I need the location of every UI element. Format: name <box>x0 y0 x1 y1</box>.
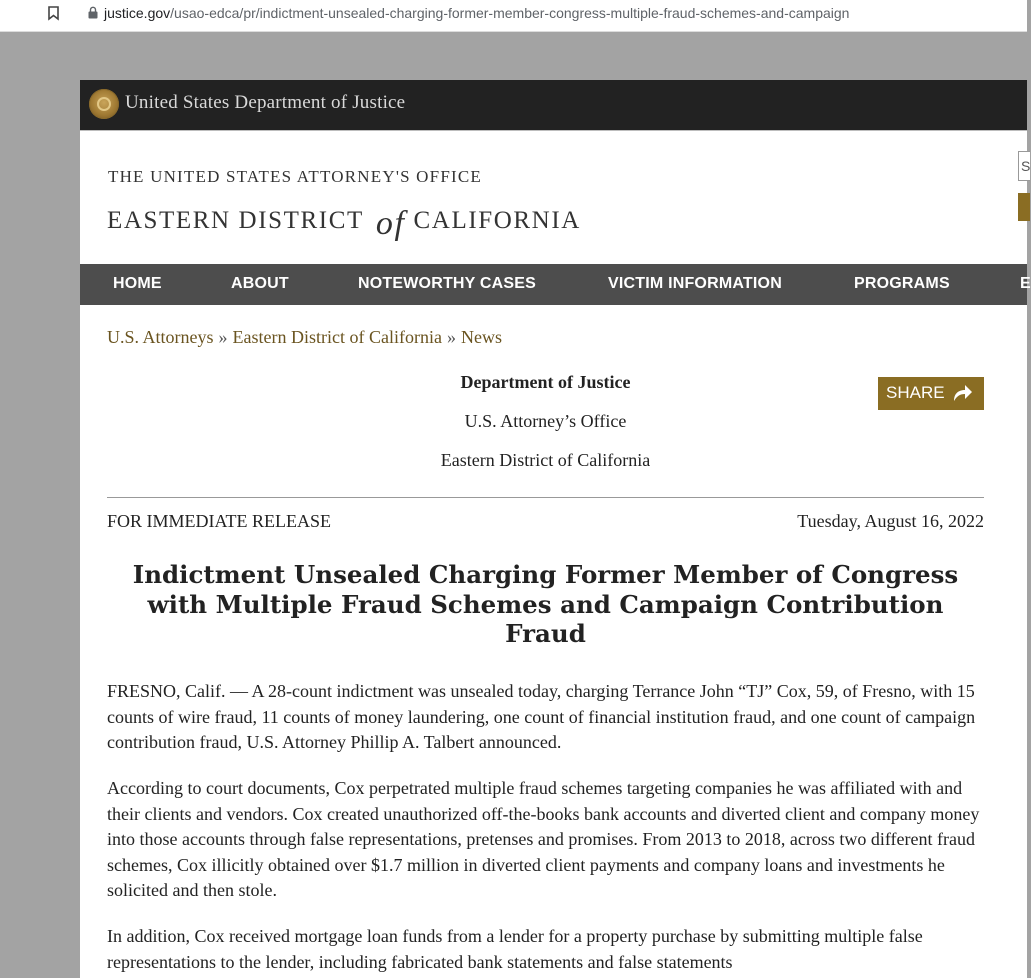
department-office: U.S. Attorney’s Office <box>464 411 627 431</box>
release-date: Tuesday, August 16, 2022 <box>797 511 984 531</box>
office-of-script: of <box>375 205 406 242</box>
breadcrumb-separator: » <box>218 327 228 347</box>
breadcrumb-eastern-district[interactable]: Eastern District of California <box>232 327 442 347</box>
doj-title-link[interactable]: United States Department of Justice <box>125 92 406 113</box>
nav-item-noteworthy-cases[interactable]: NOTEWORTHY CASES <box>358 275 537 292</box>
search-button[interactable] <box>1018 193 1030 221</box>
department-block <box>80 372 1011 489</box>
nav-item-programs[interactable]: PROGRAMS <box>854 275 950 292</box>
nav-item-home[interactable]: HOME <box>113 275 162 292</box>
url-domain: justice.gov <box>104 5 171 21</box>
main-nav <box>80 264 1031 305</box>
article-paragraph-1: FRESNO, Calif. — A 28-count indictment was unsealed today, charging Terrance John “TJ” Cox, 59, of Fresno, with 15 counts of wire fraud, 11 counts of money laundering, one count of financial institution fraud, and one count of campaign contribution fraud, U.S. Attorney Phillip A. Talbert announced. <box>107 681 976 752</box>
breadcrumb <box>107 327 502 348</box>
search-input[interactable]: S <box>1018 151 1030 181</box>
department-district: Eastern District of California <box>440 450 651 470</box>
breadcrumb-us-attorneys[interactable]: U.S. Attorneys <box>107 327 214 347</box>
divider <box>107 497 984 498</box>
office-district-right: CALIFORNIA <box>413 207 581 234</box>
url-path: /usao-edca/pr/indictment-unsealed-charging-former-member-congress-multiple-fraud-schemes-and-campaign <box>170 5 850 21</box>
share-button[interactable] <box>878 377 984 410</box>
bookmark-icon[interactable] <box>48 6 59 20</box>
article-paragraph-3: In addition, Cox received mortgage loan funds from a lender for a property purchase by submitting multiple false representations to the lender, including fabricated bank statements and false statements <box>107 926 923 972</box>
page-content <box>80 131 1031 978</box>
doj-seal-icon[interactable] <box>89 89 119 119</box>
breadcrumb-news[interactable]: News <box>460 327 502 347</box>
doj-header-bar <box>80 80 1027 131</box>
share-label: SHARE <box>886 383 945 402</box>
release-label: FOR IMMEDIATE RELEASE <box>107 511 331 531</box>
nav-item-victim-information[interactable]: VICTIM INFORMATION <box>608 275 782 292</box>
office-title-line2[interactable] <box>107 199 581 242</box>
article-paragraph-2: According to court documents, Cox perpetrated multiple fraud schemes targeting companies he was affiliated with and their clients and vendors. Cox created unauthorized off-the-books bank accounts and diverted client and company money into those accounts through false representations, pretenses and promises. From 2013 to 2018, across two different fraud schemes, Cox illicitly obtained over $1.7 million in diverted client payments and company loans and investments he solicited and then stole. <box>107 778 980 900</box>
share-arrow-icon <box>950 381 974 405</box>
lock-icon <box>88 6 98 19</box>
breadcrumb-separator: » <box>446 327 456 347</box>
nav-item-truncated[interactable]: E <box>1020 275 1031 292</box>
browser-url-bar[interactable] <box>0 0 1027 32</box>
nav-item-about[interactable]: ABOUT <box>231 275 289 292</box>
article-headline: Indictment Unsealed Charging Former Member of Congress with Multiple Fraud Schemes and Campaign Contribution Fraud <box>132 560 959 648</box>
office-district-left: EASTERN DISTRICT <box>107 207 364 234</box>
department-name: Department of Justice <box>460 372 631 392</box>
url-text[interactable] <box>104 5 849 21</box>
office-title-line1[interactable]: THE UNITED STATES ATTORNEY'S OFFICE <box>108 167 482 186</box>
